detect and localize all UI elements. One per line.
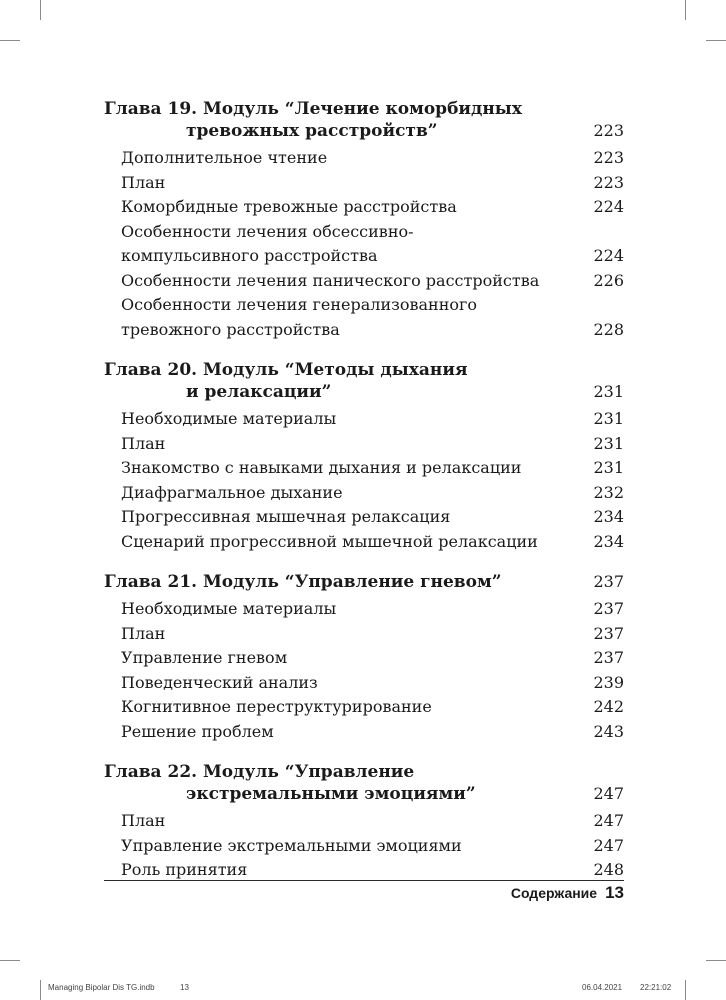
chapter-title-line-1: Глава 22. Модуль “Управление bbox=[104, 762, 415, 782]
toc-entry-title: Особенности лечения панического расстройства bbox=[121, 270, 540, 290]
toc-entry-page: 234 bbox=[593, 531, 624, 551]
toc-entry-page: 247 bbox=[593, 835, 624, 855]
toc-entry bbox=[104, 646, 624, 671]
toc-entry bbox=[104, 269, 624, 294]
footer-rule bbox=[104, 880, 624, 881]
chapter-title bbox=[104, 571, 524, 593]
crop-mark-right-bottom bbox=[706, 960, 726, 961]
toc-entry-page: 224 bbox=[593, 246, 624, 265]
crop-mark-left-bottom bbox=[0, 960, 20, 961]
toc-entry-page: 231 bbox=[593, 458, 624, 477]
toc-entry-title: Необходимые материалы bbox=[121, 409, 337, 428]
toc-entry-page: 231 bbox=[593, 409, 624, 428]
chapter-page-number: 237 bbox=[593, 572, 624, 591]
toc-entry-title: Поведенческий анализ bbox=[121, 672, 318, 692]
toc-entry bbox=[104, 695, 624, 720]
toc-entry-page: 223 bbox=[593, 172, 624, 192]
toc-entry bbox=[104, 220, 624, 269]
toc-entry-title: Знакомство с навыками дыхания и релаксации bbox=[121, 458, 522, 477]
toc-entry bbox=[104, 622, 624, 647]
toc-entry bbox=[104, 671, 624, 696]
chapter-title-line-2: и релаксации” bbox=[186, 382, 332, 402]
toc-entry-title: Управление гневом bbox=[121, 648, 288, 667]
toc-entry bbox=[104, 432, 624, 457]
crop-mark-left-top bbox=[0, 40, 20, 41]
toc-entry-title: Когнитивное переструктурирование bbox=[121, 697, 432, 716]
crop-mark-right-top bbox=[706, 40, 726, 41]
toc-entry bbox=[104, 481, 624, 506]
toc-entry bbox=[104, 505, 624, 530]
toc-entry-page: 237 bbox=[593, 599, 624, 618]
toc-entry-page: 232 bbox=[593, 482, 624, 502]
toc-entry-title: Особенности лечения генерализованного тревожного расстройства bbox=[121, 295, 477, 339]
toc-entry-page: 226 bbox=[593, 270, 624, 290]
toc-entry-page: 224 bbox=[593, 197, 624, 216]
toc-entry bbox=[104, 195, 624, 220]
toc-entry-title: Прогрессивная мышечная релаксация bbox=[121, 507, 451, 526]
slug-date: 06.04.2021 bbox=[582, 983, 623, 992]
chapter-title bbox=[104, 761, 524, 805]
chapter-21-entries bbox=[104, 597, 624, 744]
toc-entry-page: 242 bbox=[593, 697, 624, 716]
toc-entry bbox=[104, 597, 624, 622]
table-of-contents bbox=[104, 98, 624, 883]
toc-entry bbox=[104, 171, 624, 196]
toc-entry-title: Решение проблем bbox=[121, 721, 274, 741]
toc-entry-page: 237 bbox=[593, 623, 624, 643]
chapter-title-line-1: Глава 21. Модуль “Управление гневом” bbox=[104, 572, 502, 592]
chapter-20-entries bbox=[104, 407, 624, 554]
footer-page-number: 13 bbox=[605, 883, 624, 902]
chapter-19 bbox=[104, 98, 624, 142]
toc-entry bbox=[104, 858, 624, 883]
slug-page-number: 13 bbox=[180, 983, 189, 992]
chapter-title-line-2: тревожных расстройств” bbox=[186, 121, 438, 141]
toc-entry-title: Роль принятия bbox=[121, 860, 248, 879]
chapter-20 bbox=[104, 359, 624, 403]
chapter-page-number: 231 bbox=[593, 382, 624, 401]
toc-entry bbox=[104, 293, 624, 342]
footer-section-label: Содержание bbox=[510, 885, 598, 901]
chapter-title-line-1: Глава 19. Модуль “Лечение коморбидных bbox=[104, 99, 522, 119]
toc-entry-title: План bbox=[121, 623, 166, 643]
toc-entry-page: 237 bbox=[593, 648, 624, 667]
toc-entry bbox=[104, 456, 624, 481]
slug-time: 22:21:02 bbox=[640, 983, 672, 992]
chapter-19-entries bbox=[104, 146, 624, 342]
toc-entry-title: Дополнительное чтение bbox=[121, 148, 328, 167]
toc-entry-page: 247 bbox=[593, 811, 624, 830]
toc-entry bbox=[104, 809, 624, 834]
toc-entry-title: Коморбидные тревожные расстройства bbox=[121, 197, 457, 216]
toc-entry bbox=[104, 720, 624, 745]
chapter-22-entries bbox=[104, 809, 624, 883]
toc-entry bbox=[104, 530, 624, 555]
running-footer bbox=[511, 883, 624, 903]
toc-entry-title: План bbox=[121, 811, 166, 830]
toc-entry-page: 228 bbox=[593, 319, 624, 339]
chapter-title-line-2: экстремальными эмоциями” bbox=[186, 784, 476, 804]
toc-entry-page: 239 bbox=[593, 672, 624, 692]
chapter-page-number: 223 bbox=[593, 121, 624, 140]
chapter-21 bbox=[104, 571, 624, 593]
crop-mark-bottom-left bbox=[40, 980, 41, 1000]
toc-entry-page: 248 bbox=[593, 860, 624, 879]
toc-entry-title: План bbox=[121, 172, 166, 192]
chapter-page-number: 247 bbox=[593, 784, 624, 803]
slug-file-name: Managing Bipolar Dis TG.indb bbox=[48, 983, 155, 992]
toc-entry-title: Необходимые материалы bbox=[121, 599, 337, 618]
toc-entry-title: Особенности лечения обсессивно-компульсивного расстройства bbox=[121, 221, 414, 265]
chapter-title-line-1: Глава 20. Модуль “Методы дыхания bbox=[104, 360, 468, 380]
toc-entry-page: 231 bbox=[593, 433, 624, 453]
toc-entry bbox=[104, 146, 624, 171]
chapter-title bbox=[104, 98, 524, 142]
toc-entry bbox=[104, 407, 624, 432]
toc-entry-page: 223 bbox=[593, 148, 624, 167]
crop-mark-bottom-right bbox=[685, 980, 686, 1000]
toc-entry bbox=[104, 834, 624, 859]
crop-mark-top-right bbox=[685, 0, 686, 20]
crop-mark-top-left bbox=[40, 0, 41, 20]
toc-entry-title: Сценарий прогрессивной мышечной релаксации bbox=[121, 531, 538, 551]
toc-entry-page: 243 bbox=[593, 721, 624, 741]
toc-entry-page: 234 bbox=[593, 507, 624, 526]
toc-entry-title: Управление экстремальными эмоциями bbox=[121, 835, 462, 855]
chapter-title bbox=[104, 359, 524, 403]
toc-entry-title: План bbox=[121, 433, 166, 453]
chapter-22 bbox=[104, 761, 624, 805]
toc-entry-title: Диафрагмальное дыхание bbox=[121, 482, 343, 502]
